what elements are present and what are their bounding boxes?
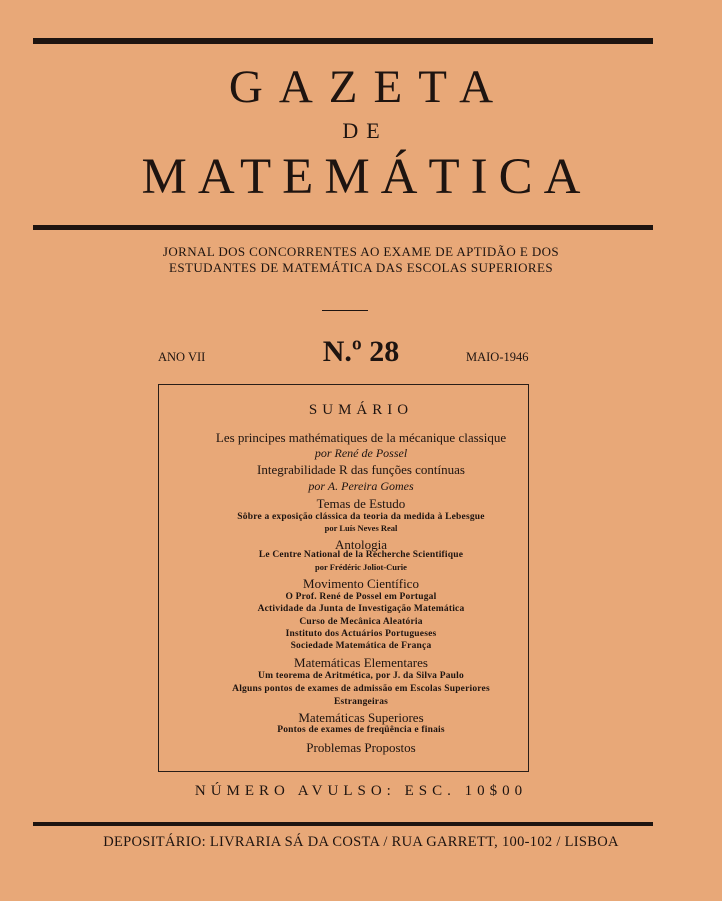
footer-rule xyxy=(33,822,653,826)
contents-entry: Pontos de exames de freqüência e finais xyxy=(277,725,445,735)
contents-entry: Matemáticas Elementares xyxy=(294,655,428,670)
contents-entry: por René de Possel xyxy=(314,446,408,460)
contents-entry: Sôbre a exposição clássica da teoria da medida à Lebesgue xyxy=(237,512,485,522)
contents-entry: Integrabilidade R das funções contínuas xyxy=(257,462,465,477)
distributor-footer: DEPOSITÁRIO: LIVRARIA SÁ DA COSTA / RUA GARRETT, 100-102 / LISBOA xyxy=(103,834,619,850)
subtitle-line-2: ESTUDANTES DE MATEMÁTICA DAS ESCOLAS SUPERIORES xyxy=(169,260,553,275)
contents-entry: Um teorema de Aritmética, por J. da Silva Paulo xyxy=(258,671,464,681)
contents-entry: Le Centre National de la Recherche Scientifique xyxy=(258,550,464,560)
top-rule xyxy=(33,38,653,44)
contents-entry: por Luís Neves Real xyxy=(324,523,398,533)
contents-entry: Alguns pontos de exames de admissão em Escolas Superiores xyxy=(232,684,490,694)
contents-heading: SUMÁRIO xyxy=(308,402,414,418)
contents-entry: Temas de Estudo xyxy=(316,496,406,511)
contents-entry: Movimento Científico xyxy=(303,576,419,591)
masthead-de: DE xyxy=(342,118,388,143)
contents-entry: Instituto dos Actuários Portugueses xyxy=(285,629,437,639)
contents-entry: Antologia xyxy=(335,537,387,552)
short-divider xyxy=(322,310,368,311)
issue-date: MAIO-1946 xyxy=(466,350,529,364)
contents-entry: Les principes mathématiques de la mécanique classique xyxy=(215,430,507,445)
contents-entry: por A. Pereira Gomes xyxy=(308,479,414,493)
contents-entry: por Frédéric Joliot-Curie xyxy=(315,562,407,572)
contents-entry: Actividade da Junta de Investigação Matemática xyxy=(257,604,465,614)
masthead-matematica: MATEMÁTICA xyxy=(141,149,592,205)
contents-entry: Problemas Propostos xyxy=(306,740,416,755)
masthead-rule xyxy=(33,225,653,230)
issue-number: N.º 28 xyxy=(322,335,400,368)
single-issue-price: NÚMERO AVULSO: ESC. 10$00 xyxy=(194,783,528,799)
subtitle xyxy=(0,244,722,276)
issue-year: ANO VII xyxy=(158,350,206,364)
contents-entry: Sociedade Matemática de França xyxy=(290,641,432,651)
contents-entry: O Prof. René de Possel em Portugal xyxy=(285,592,437,602)
contents-entry: Curso de Mecânica Aleatória xyxy=(299,617,423,627)
subtitle-line-1: JORNAL DOS CONCORRENTES AO EXAME DE APTIDÃO E DOS xyxy=(162,244,560,259)
contents-entry: Estrangeiras xyxy=(333,697,389,707)
contents-entry: Matemáticas Superiores xyxy=(298,710,424,725)
masthead-gazeta: GAZETA xyxy=(228,61,510,113)
